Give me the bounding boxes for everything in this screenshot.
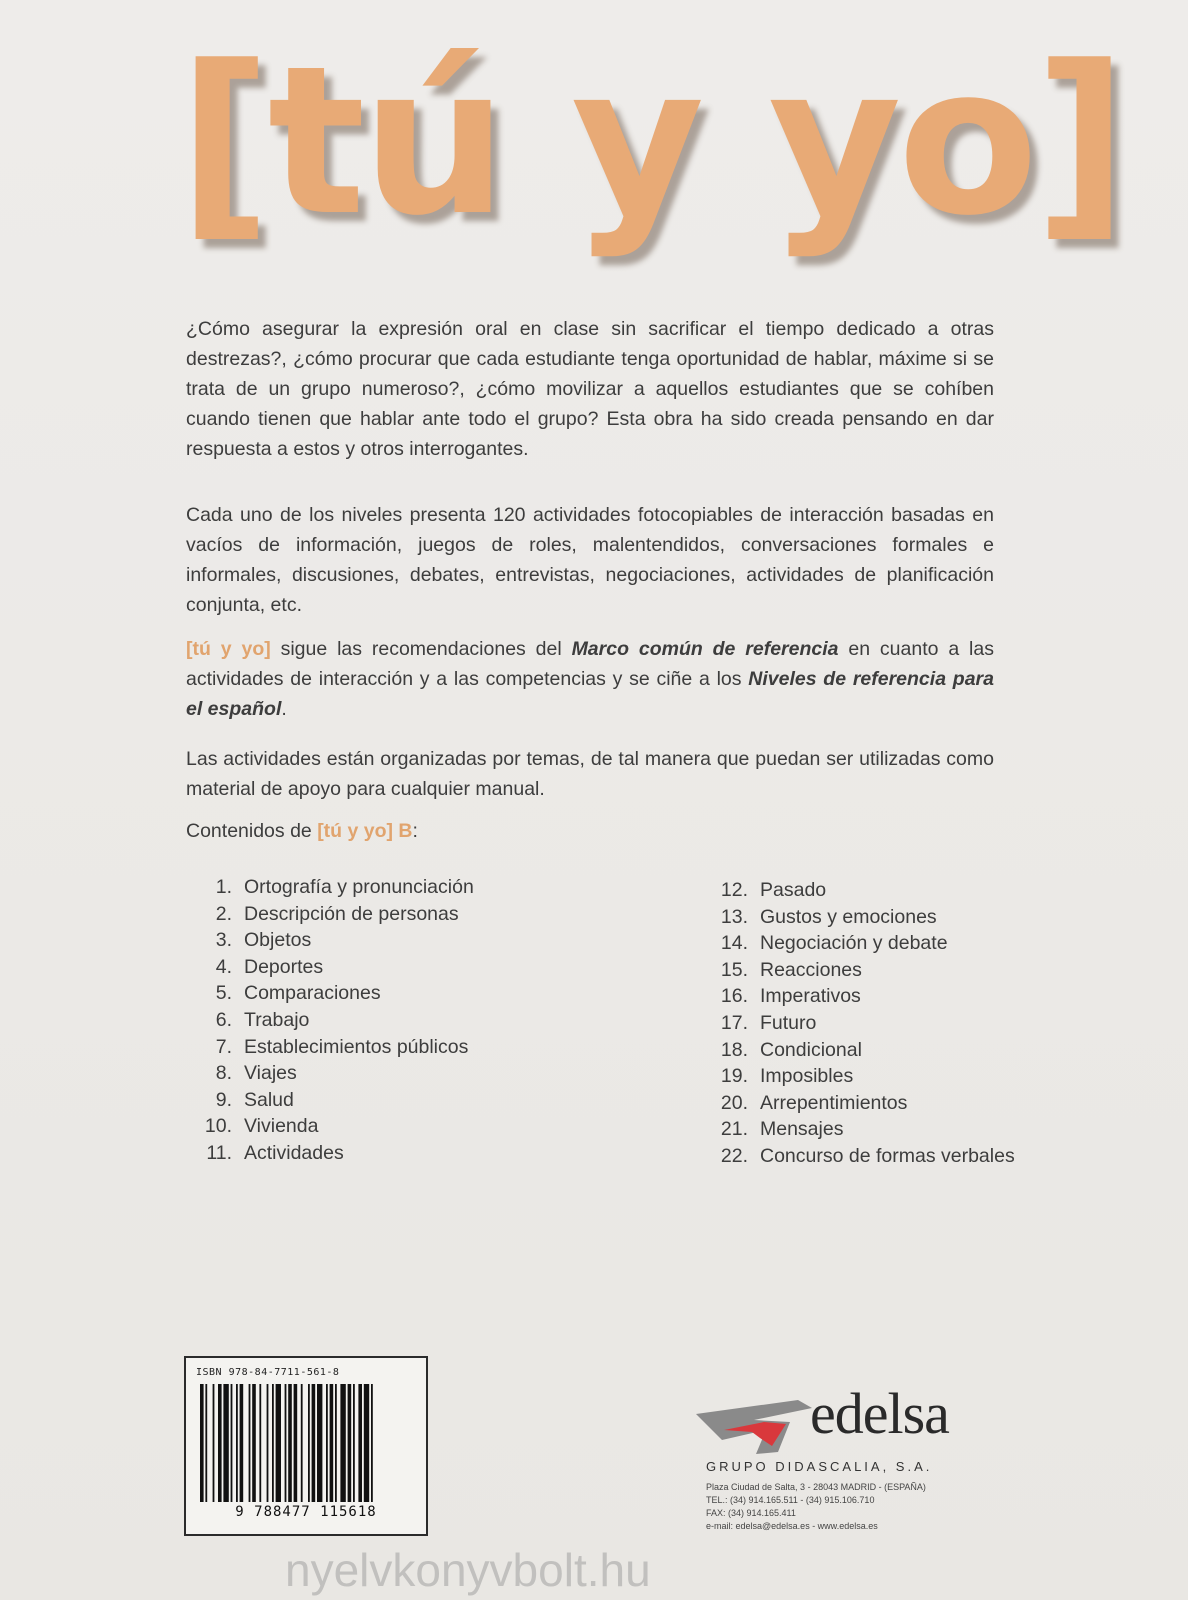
marco-comun-ref: Marco común de referencia [571, 638, 839, 660]
barcode-number: 9 788477 115618 [235, 1504, 377, 1520]
levels-paragraph: Cada uno de los niveles presenta 120 actividades fotocopiables de interacción basadas en vacíos de información, juegos de roles, malentendidos, conversaciones formales e informales, discusiones, debates, entrevistas, negociaciones, actividades de planificación conjunta, etc. [186, 504, 994, 616]
edelsa-logo-icon [694, 1396, 824, 1458]
list-item: 8. Viajes [215, 1062, 297, 1085]
contents-heading: Contenidos de [tú y yo] B: [186, 820, 418, 842]
list-item: 20. Arrepentimientos [720, 1091, 908, 1114]
list-item: 2. Descripción de personas [215, 902, 459, 925]
publisher-email: e-mail: edelsa@edelsa.es - www.edelsa.es [706, 1521, 878, 1531]
list-item: 15. Reacciones [720, 958, 862, 981]
list-item: 1. Ortografía y pronunciación [215, 876, 474, 898]
intro-paragraph: ¿Cómo asegurar la expresión oral en clase sin sacrificar el tiempo dedicado a otras destrezas?, ¿cómo procurar que cada estudiante tenga oportunidad de hablar, máxime si se trata de un grupo numeroso?, ¿cómo movilizar a aquellos estudiantes que se cohíben cuando tienen que hablar ante todo el grupo? Esta obra ha sido creada pensando en dar respuesta a estos y otros interrogantes. [186, 318, 994, 460]
reference-paragraph: [tú y yo] sigue las recomendaciones del Marco común de referencia en cuanto a las actividades de interacción y a las competencias y se ciñe a los Niveles de referencia para el español. [186, 638, 994, 720]
isbn-text: ISBN 978-84-7711-561-8 [196, 1367, 340, 1378]
list-item: 19. Imposibles [720, 1065, 854, 1088]
publisher-name: edelsa [810, 1381, 949, 1446]
organization-paragraph: Las actividades están organizadas por temas, de tal manera que puedan ser utilizadas como material de apoyo para cualquier manual. [186, 748, 994, 800]
list-item: 13. Gustos y emociones [720, 905, 937, 928]
barcode-bars [200, 1384, 414, 1502]
list-item: 14. Negociación y debate [720, 932, 948, 955]
publisher-fax: FAX: (34) 914.165.411 [706, 1508, 796, 1518]
list-item: 9. Salud [215, 1088, 294, 1111]
list-item: 11. Actividades [206, 1141, 344, 1164]
list-item: 10. Vivienda [204, 1115, 319, 1138]
publisher-group: GRUPO DIDASCALIA, S.A. [706, 1459, 933, 1474]
list-item: 22. Concurso de formas verbales [720, 1144, 1015, 1167]
list-item: 16. Imperativos [720, 985, 861, 1008]
brand-inline: [tú y yo] [186, 638, 271, 660]
list-item: 5. Comparaciones [215, 982, 381, 1005]
list-item: 18. Condicional [720, 1038, 862, 1061]
list-item: 17. Futuro [720, 1011, 817, 1034]
contents-list-right [700, 877, 1080, 1170]
list-item: 4. Deportes [215, 955, 324, 978]
list-item: 12. Pasado [720, 879, 827, 901]
list-item: 21. Mensajes [720, 1118, 844, 1141]
barcode [184, 1356, 428, 1536]
list-item: 6. Trabajo [215, 1008, 310, 1031]
book-title: [tú y yo] [178, 23, 1125, 261]
list-item: 3. Objetos [215, 929, 312, 952]
watermark: nyelvkonyvbolt.hu [285, 1544, 651, 1596]
publisher-phone: TEL.: (34) 914.165.511 - (34) 915.106.710 [706, 1495, 875, 1505]
brand-inline: [tú y yo] B [317, 820, 413, 842]
list-item: 7. Establecimientos públicos [215, 1035, 469, 1058]
publisher-address: Plaza Ciudad de Salta, 3 - 28043 MADRID - (ESPAÑA) [706, 1482, 926, 1492]
niveles-ref: Niveles de referencia para el español [186, 668, 994, 720]
contents-list-left [184, 874, 564, 1167]
